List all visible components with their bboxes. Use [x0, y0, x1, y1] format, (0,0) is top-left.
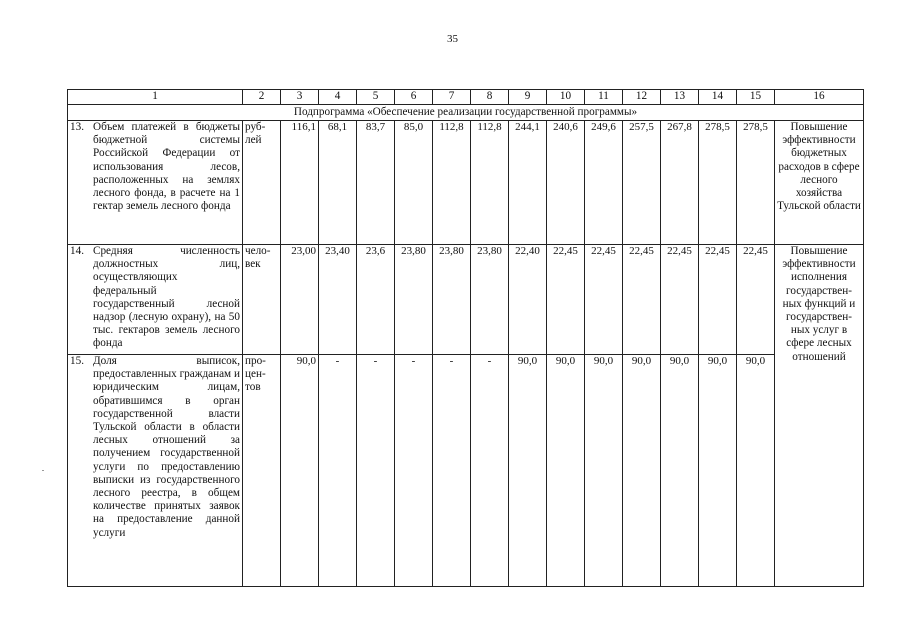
table-row — [68, 121, 864, 245]
value-cell: 22,45 — [699, 245, 737, 355]
value-cell: 22,45 — [661, 245, 699, 355]
value-cell: 23,80 — [433, 245, 471, 355]
col-header-15: 15 — [737, 90, 775, 105]
indicator-name: Доля выписок, предоставленных гражданам и юридическим лицам, обратившимся в орган государственной власти Тульской области в области лесных отношений за получением государственной услуги по предоставлению выписки из государственного лесного реестра, в общем количестве принятых заявок на предоставление данной услуги — [93, 355, 240, 539]
value-cell: - — [395, 355, 433, 587]
table-row — [68, 355, 864, 587]
subprogram-title: Подпрограмма «Обеспечение реализации государственной программы» — [68, 105, 864, 121]
value-cell: 23,40 — [319, 245, 357, 355]
value-cell: 90,0 — [281, 355, 319, 587]
value-cell: - — [319, 355, 357, 587]
unit-cell: про-цен-тов — [243, 355, 281, 587]
value-cell: 90,0 — [661, 355, 699, 587]
value-cell: 90,0 — [737, 355, 775, 587]
unit-cell: руб-лей — [243, 121, 281, 245]
indicator-name: Средняя численность должностных лиц, осуществляющих федеральный государственный лесной надзор (лесную охрану), на 50 тыс. гектаров земель лесного фонда — [93, 245, 240, 350]
value-cell: 22,40 — [509, 245, 547, 355]
col-header-14: 14 — [699, 90, 737, 105]
indicator-name-cell — [68, 121, 243, 245]
value-cell: 83,7 — [357, 121, 395, 245]
value-cell: 22,45 — [585, 245, 623, 355]
col-header-9: 9 — [509, 90, 547, 105]
value-cell: - — [357, 355, 395, 587]
col-header-8: 8 — [471, 90, 509, 105]
result-cell: Повышение эффективности бюджетных расходов в сфере лесного хозяйства Тульской области — [775, 121, 864, 245]
value-cell: 116,1 — [281, 121, 319, 245]
indicator-name: Объем платежей в бюджеты бюджетной системы Российской Федерации от использования лесов, расположенных на землях лесного фонда, в расчете на 1 гектар земель лесного фонда — [93, 121, 240, 213]
value-cell: 278,5 — [699, 121, 737, 245]
value-cell: 249,6 — [585, 121, 623, 245]
value-cell: 112,8 — [433, 121, 471, 245]
indicators-table — [67, 89, 864, 587]
value-cell: 22,45 — [623, 245, 661, 355]
result-cell: Повышение эффективности исполнения государствен-ных функций и государствен-ных услуг в сфере лесных отношений — [775, 245, 864, 587]
indicator-name-cell — [68, 245, 243, 355]
subprogram-row — [68, 105, 864, 121]
value-cell: 23,6 — [357, 245, 395, 355]
margin-mark — [42, 470, 44, 471]
col-header-11: 11 — [585, 90, 623, 105]
value-cell: 68,1 — [319, 121, 357, 245]
value-cell: 22,45 — [737, 245, 775, 355]
col-header-7: 7 — [433, 90, 471, 105]
page-number: 35 — [447, 33, 458, 45]
value-cell: 23,80 — [395, 245, 433, 355]
col-header-13: 13 — [661, 90, 699, 105]
value-cell: 267,8 — [661, 121, 699, 245]
indicator-name-cell — [68, 355, 243, 587]
value-cell: 22,45 — [547, 245, 585, 355]
value-cell: 85,0 — [395, 121, 433, 245]
value-cell: 23,00 — [281, 245, 319, 355]
value-cell: 90,0 — [623, 355, 661, 587]
value-cell: 23,80 — [471, 245, 509, 355]
col-header-6: 6 — [395, 90, 433, 105]
col-header-5: 5 — [357, 90, 395, 105]
row-number: 15. — [70, 355, 84, 367]
col-header-12: 12 — [623, 90, 661, 105]
col-header-10: 10 — [547, 90, 585, 105]
col-header-16: 16 — [775, 90, 864, 105]
unit-cell: чело-век — [243, 245, 281, 355]
value-cell: 112,8 — [471, 121, 509, 245]
table-row — [68, 245, 864, 355]
col-header-3: 3 — [281, 90, 319, 105]
col-header-1: 1 — [68, 90, 243, 105]
value-cell: 278,5 — [737, 121, 775, 245]
col-header-2: 2 — [243, 90, 281, 105]
value-cell: 240,6 — [547, 121, 585, 245]
value-cell: 90,0 — [585, 355, 623, 587]
value-cell: 90,0 — [509, 355, 547, 587]
value-cell: 90,0 — [699, 355, 737, 587]
value-cell: 90,0 — [547, 355, 585, 587]
value-cell: - — [433, 355, 471, 587]
value-cell: - — [471, 355, 509, 587]
col-header-4: 4 — [319, 90, 357, 105]
value-cell: 244,1 — [509, 121, 547, 245]
row-number: 14. — [70, 245, 84, 257]
column-number-row — [68, 90, 864, 105]
row-number: 13. — [70, 121, 84, 133]
value-cell: 257,5 — [623, 121, 661, 245]
